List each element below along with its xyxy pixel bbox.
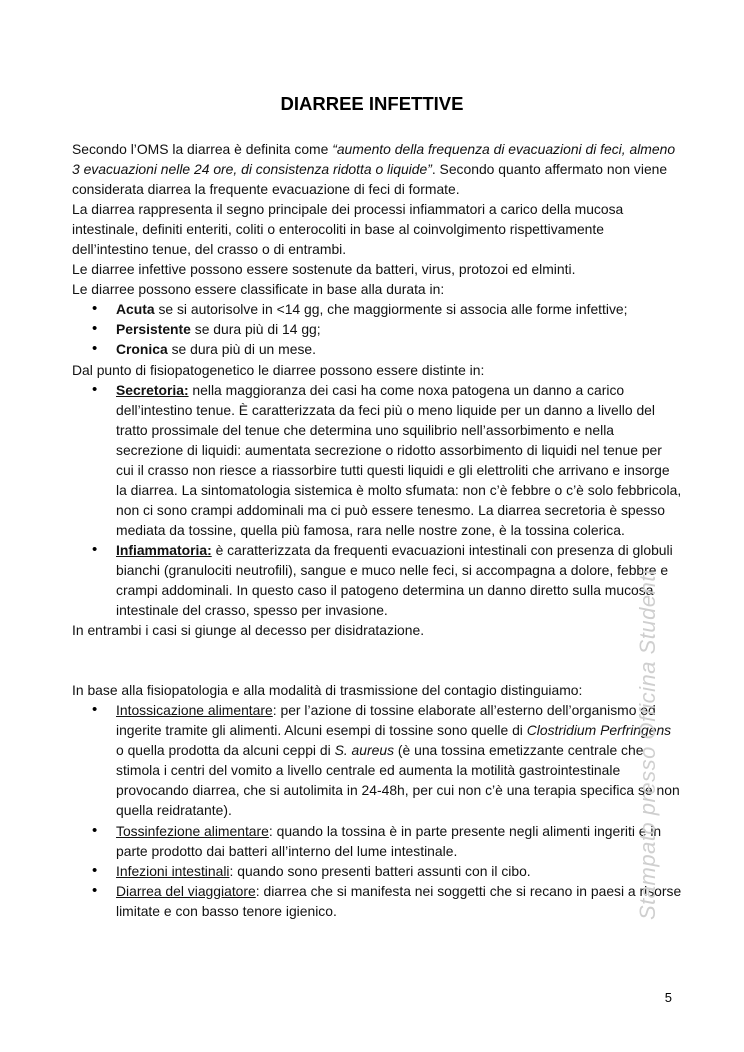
term-infiammatoria: Infiammatoria: bbox=[116, 541, 212, 558]
text-acuta: se si autorisolve in <14 gg, che maggiormente si associa alle forme infettive; bbox=[154, 301, 628, 318]
transmission-intro: In base alla fisiopatologia e alla modalità di trasmissione del contagio distinguiamo: bbox=[72, 682, 583, 699]
species-aureus: S. aureus bbox=[334, 742, 395, 759]
text-cronica: se dura più di un mese. bbox=[167, 341, 316, 358]
term-intossicazione: Intossicazione alimentare bbox=[116, 702, 273, 719]
list-item-intossicazione bbox=[72, 700, 682, 820]
list-item-infezioni bbox=[72, 861, 682, 881]
definition-text-end: . Secondo quanto affermato non viene considerata diarrea la frequente evacuazione di feci di formate. bbox=[72, 161, 668, 198]
text-infiammatoria: è caratterizzata da frequenti evacuazioni intestinali con presenza di globuli bianchi (granulociti neutrofili), sangue e muco nelle feci, si accompagna a dolore, febbre e crampi addominali. In questo caso il patogeno determina un danno diretto sulla mucosa intestinale del crasso, spesso per invasione. bbox=[116, 541, 673, 619]
list-item-acuta bbox=[72, 299, 682, 319]
list-item-viaggiatore bbox=[72, 881, 682, 921]
list-item-tossinfezione bbox=[72, 821, 682, 861]
term-secretoria: Secretoria: bbox=[116, 381, 189, 398]
species-clostridium: Clostridium Perfringens bbox=[526, 722, 672, 739]
document-body bbox=[72, 139, 682, 921]
definition-text-start: Secondo l’OMS la diarrea è definita come bbox=[72, 141, 333, 157]
causes-paragraph: Le diarree infettive possono essere sostenute da batteri, virus, protozoi ed elminti. bbox=[72, 261, 576, 278]
text-intossicazione-1: : per l’azione di tossine elaborate all’esterno dell’organismo ed ingerite tramite gli alimenti. Alcuni esempi di tossine sono quelle di bbox=[116, 702, 656, 739]
term-viaggiatore: Diarrea del viaggiatore bbox=[116, 882, 256, 899]
duration-intro: Le diarree possono essere classificate in base alla durata in: bbox=[72, 281, 445, 298]
page-number: 5 bbox=[664, 990, 672, 1005]
text-tossinfezione: : quando la tossina è in parte presente negli alimenti ingeriti e in parte prodotto dai batteri all’interno del lume intestinale. bbox=[116, 822, 662, 859]
text-infezioni: : quando sono presenti batteri assunti con il cibo. bbox=[229, 862, 531, 879]
inflammation-paragraph: La diarrea rappresenta il segno principale dei processi infiammatori a carico della mucosa intestinale, definiti enteriti, coliti o enterocoliti in base al coinvolgimento rispettivamente dell’intestino tenue, del crasso o di entrambi. bbox=[72, 201, 624, 258]
text-intossicazione-3: (è una tossina emetizzante centrale che stimola i centri del vomito a livello centrale ed aumenta la motilità gastrointestinale provocando diarrea, che si autolimita in 24-48h, per cui non c’è una terapia specifica se non quella reidratante). bbox=[116, 742, 680, 819]
text-viaggiatore: : diarrea che si manifesta nei soggetti che si recano in paesi a risorse limitate e con basso tenore igienico. bbox=[116, 882, 682, 919]
list-item-secretoria bbox=[72, 380, 682, 540]
duration-list bbox=[72, 299, 682, 359]
text-persistente: se dura più di 14 gg; bbox=[190, 321, 321, 338]
term-tossinfezione: Tossinfezione alimentare bbox=[116, 822, 269, 839]
term-persistente: Persistente bbox=[116, 321, 191, 338]
watermark: Stampato presso Officina Studenti bbox=[635, 569, 660, 920]
text-secretoria: nella maggioranza dei casi ha come noxa patogena un danno a carico dell’intestino tenue. È caratterizzata da feci più o meno liquide per un danno a livello del tratto prossimale del tenue che determina uno squilibrio nell’assorbimento e nella secrezione di liquidi: aumentata secrezione o ridotto assorbimento di liquidi nel tenue per cui il crasso non riesce a riassorbire tutti questi liquidi e gli elettroliti che arrivano e insorge la diarrea. La sintomatologia sistemica è molto sfumata: non c’è febbre o c’è solo febbricola, non ci sono crampi addominali ma ci può essere tenesmo. La diarrea secretoria è spesso mediata da tossine, quella più famosa, rara nelle nostre zone, è la tossina colerica. bbox=[116, 381, 682, 538]
definition-paragraph bbox=[72, 139, 682, 199]
list-item-cronica bbox=[72, 339, 682, 359]
section-spacer bbox=[72, 640, 682, 680]
list-item-infiammatoria bbox=[72, 540, 682, 620]
list-item-persistente bbox=[72, 319, 682, 339]
pathogenesis-intro: Dal punto di fisiopatogenetico le diarree possono essere distinte in: bbox=[72, 361, 485, 378]
term-acuta: Acuta bbox=[116, 301, 155, 318]
pathogenesis-conclusion: In entrambi i casi si giunge al decesso per disidratazione. bbox=[72, 622, 425, 639]
definition-quote: “aumento della frequenza di evacuazioni di feci, almeno 3 evacuazioni nelle 24 ore, di consistenza ridotta o liquide” bbox=[72, 141, 676, 178]
text-intossicazione-2: o quella prodotta da alcuni ceppi di bbox=[116, 742, 335, 759]
term-infezioni: Infezioni intestinali bbox=[116, 862, 230, 879]
term-cronica: Cronica bbox=[116, 341, 168, 358]
page-title: DIARREE INFETTIVE bbox=[280, 93, 464, 114]
pathogenesis-list bbox=[72, 380, 682, 621]
transmission-list bbox=[72, 700, 682, 921]
